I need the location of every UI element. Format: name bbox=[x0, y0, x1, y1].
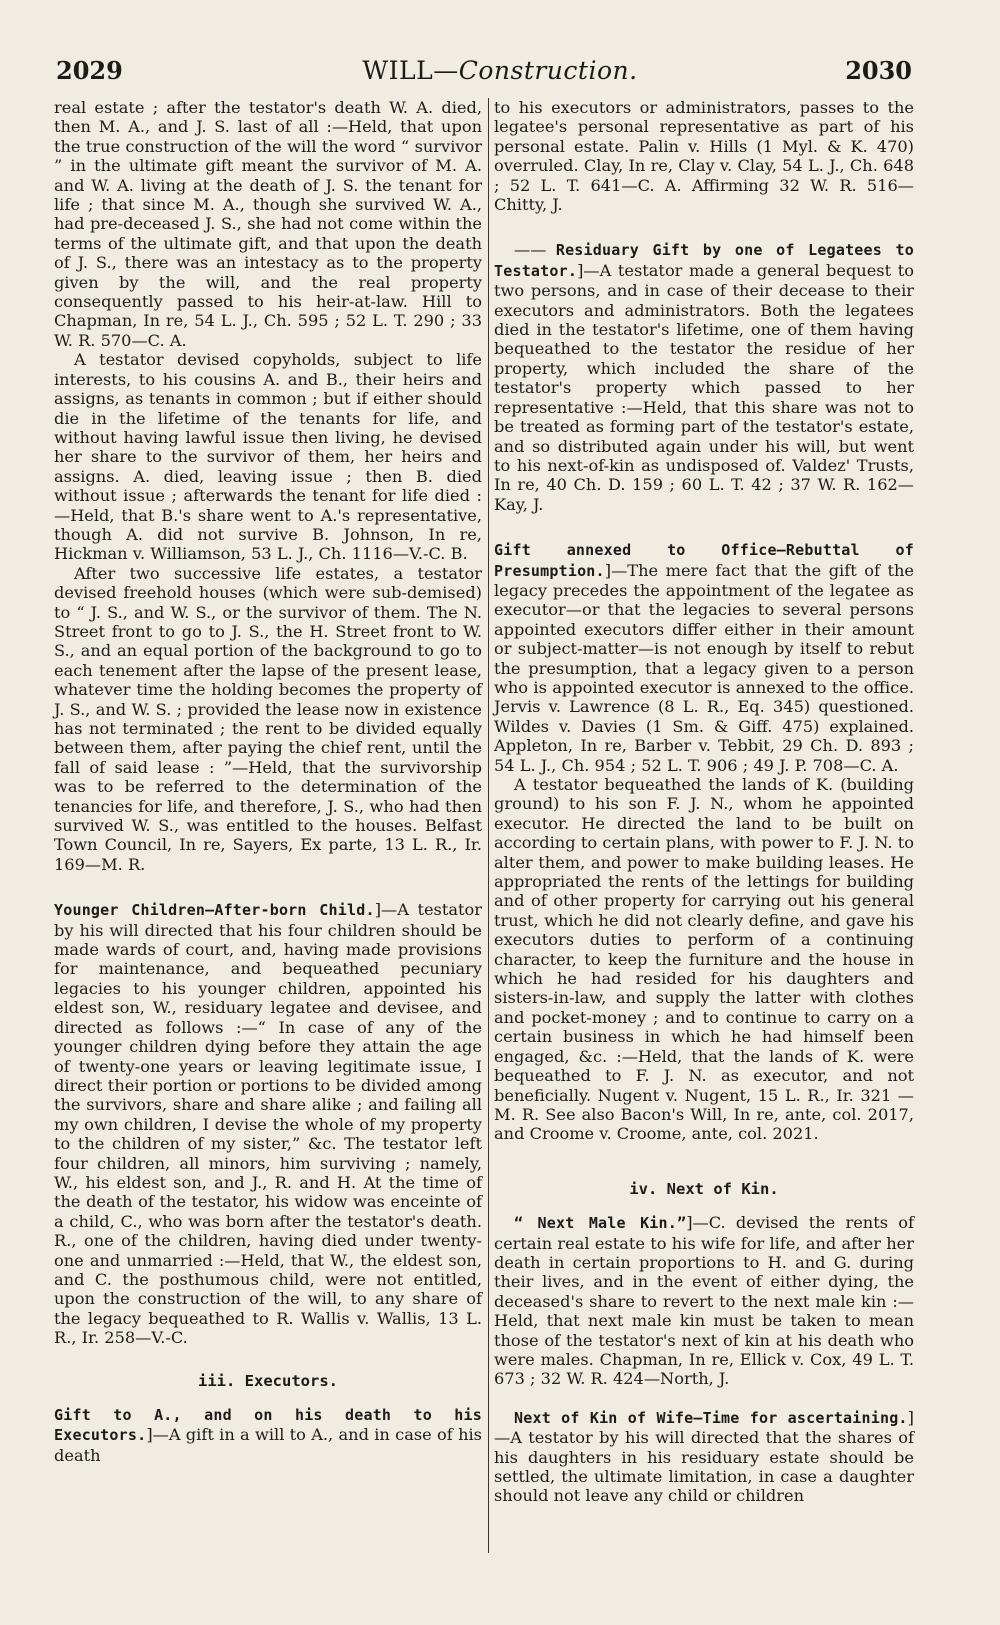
right-column-number: 2030 bbox=[845, 56, 912, 85]
entry-gift-annexed-to-office bbox=[494, 540, 914, 775]
paragraph: A testator devised copyholds, subject to life interests, to his cousins A. and B., their heirs and assigns, as tenants in common ; but if either should die in the lifetime of the tenants for life, and without having lawful issue then living, he devised her share to the survivor of them, her heirs and assigns. A. died, leaving issue ; then B. died without issue ; afterwards the tenant for life died :—Held, that B.'s share went to A.'s representative, though A. did not survive B. Johnson, In re, Hickman v. Williamson, 53 L. J., Ch. 1116—V.-C. B. bbox=[54, 350, 482, 564]
paragraph: real estate ; after the testator's death W. A. died, then M. A., and J. S. last of all :—Held, that upon the true construction of the will the word “ survivor ” in the ultimate gift meant the survivor of M. A. and W. A. living at the death of J. S. the tenant for life ; that since M. A., though she survived W. A., had pre-deceased J. S., she had not come within the terms of the ultimate gift, and that upon the death of J. S., there was an intestacy as to the property given by the will, and the real property consequently passed to his heir-at-law. Hill to Chapman, In re, 54 L. J., Ch. 595 ; 52 L. T. 290 ; 33 W. R. 570—C. A. bbox=[54, 98, 482, 350]
paragraph: After two successive life estates, a testator devised freehold houses (which were sub-demised) to “ J. S., and W. S., or the survivor of them. The N. Street front to go to J. S., the H. Street front to W. S., and an equal portion of the background to go to each tenement after the lapse of the present lease, whatever time the holding becomes the property of J. S., and W. S. ; provided the lease now in existence has not terminated ; the rent to be divided equally between them, after paying the chief rent, until the fall of said lease : ”—Held, that the survivorship was to be referred to the determination of the tenancies for life, and therefore, J. S., who had then survived W. S., was entitled to the houses. Belfast Town Council, In re, Sayers, Ex parte, 13 L. R., Ir. 169—M. R. bbox=[54, 563, 482, 874]
entry-residuary-gift bbox=[494, 240, 914, 514]
entry-text: ]—A gift in a will to A., and in case of his death bbox=[54, 1425, 482, 1465]
entry-heading: Gift to A., and on his death to his Executors. bbox=[54, 1406, 482, 1445]
column-divider bbox=[488, 98, 489, 1553]
entry-dash: —— bbox=[514, 240, 547, 260]
section-heading: iv. Next of Kin. bbox=[629, 1179, 779, 1198]
running-header bbox=[0, 56, 1000, 92]
entry-heading: Residuary Gift by one of Legatees to Testator. bbox=[494, 241, 914, 280]
entry-younger-children bbox=[54, 900, 482, 1347]
left-column bbox=[54, 98, 482, 1465]
entry-next-of-kin-of-wife bbox=[494, 1408, 914, 1506]
entry-heading: “ Next Male Kin.” bbox=[514, 1214, 687, 1233]
entry-text: ]—A testator by his will directed that his four children should be made wards of court, and, having made provisions for maintenance, and bequeathed pecuniary legacies to his younger children, appointed his eldest son, W., residuary legatee and devisee, and directed as follows :—“ In case of any of the younger children dying before they attain the age of twenty-one years or leaving legitimate issue, I direct their portion or portions to be divided among the survivors, share and share alike ; and failing all my own children, I devise the whole of my property to the children of my sister,” &c. The testator left four children, all minors, him surviving ; namely, W., his eldest son, and J., R. and H. At the time of the death of the testator, his widow was enceinte of a child, C., who was born after the testator's death. R., one of the children, having died under twenty-one and unmarried :—Held, that W., the eldest son, and C. the posthumous child, were not entitled, upon the construction of the will, to any share of the legacy bequeathed to R. Wallis v. Wallis, 13 L. R., Ir. 258—V.-C. bbox=[54, 900, 482, 1348]
title-subtitle: Construction. bbox=[458, 56, 638, 85]
section-heading: iii. Executors. bbox=[198, 1371, 338, 1390]
entry-text: ]—A testator made a general bequest to two persons, and in case of their decease to their executors and administrators. Both the legatees died in the testator's lifetime, one of them having bequeathed to the testator the residue of her property, which included the share of the testator's property which passed to her representative :—Held, that this share was not to be treated as forming part of the testator's estate, and so distributed again under his will, but went to his next-of-kin as undisposed of. Valdez' Trusts, In re, 40 Ch. D. 159 ; 60 L. T. 42 ; 37 W. R. 162—Kay, J. bbox=[494, 260, 914, 514]
paragraph: A testator bequeathed the lands of K. (building ground) to his son F. J. N., whom he appointed executor. He directed the land to be built on according to certain plans, with power to F. J. N. to alter them, and power to make building leases. He appropriated the rents of the lettings for building and of other property for carrying out his general trust, which he did not clearly define, and gave his executors duties to perform of a continuing character, to keep the furniture and the house in which he had resided for his daughters and sisters-in-law, and supply the latter with clothes and pocket-money ; and to continue to carry on a certain business in which he had himself been engaged, &c. :—Held, that the lands of K. were bequeathed to F. J. N. as executor, and not beneficially. Nugent v. Nugent, 15 L. R., Ir. 321 — M. R. See also Bacon's Will, In re, ante, col. 2017, and Croome v. Croome, ante, col. 2021. bbox=[494, 775, 914, 1144]
entry-gift-to-executors bbox=[54, 1405, 482, 1465]
entry-next-male-kin bbox=[494, 1213, 914, 1389]
left-column-number: 2029 bbox=[56, 56, 123, 85]
entry-text: ]—C. devised the rents of certain real estate to his wife for life, and after her death in certain proportions to H. and G. during their lives, and in the event of either dying, the deceased's share to revert to the next male kin :—Held, that next male kin must be taken to mean those of the testator's next of kin at his death who were males. Chapman, In re, Ellick v. Cox, 49 L. T. 673 ; 32 W. R. 424—North, J. bbox=[494, 1213, 914, 1389]
title-main: WILL— bbox=[362, 56, 459, 85]
entry-text: ]—The mere fact that the gift of the legacy precedes the appointment of the legatee as executor—or that the legacies to several persons appointed executors differ either in their amount or subject-matter—is not enough by itself to rebut the presumption, that a legacy given to a person who is appointed executor is annexed to the office. Jervis v. Lawrence (8 L. R., Eq. 345) questioned. Wildes v. Davies (1 Sm. & Giff. 475) explained. Appleton, In re, Barber v. Tebbit, 29 Ch. D. 893 ; 54 L. J., Ch. 954 ; 52 L. T. 906 ; 49 J. P. 708—C. A. bbox=[494, 560, 914, 775]
entry-heading: Next of Kin of Wife—Time for ascertaining. bbox=[514, 1408, 908, 1427]
entry-heading: Younger Children—After-born Child. bbox=[54, 901, 375, 920]
entry-text: ]—A testator by his will directed that the shares of his daughters in his residuary estate should be settled, the ultimate limitation, in case a daughter should not leave any child or children bbox=[494, 1407, 914, 1506]
paragraph: to his executors or administrators, passes to the legatee's personal representative as part of his personal estate. Palin v. Hills (1 Myl. & K. 470) overruled. Clay, In re, Clay v. Clay, 54 L. J., Ch. 648 ; 52 L. T. 641—C. A. Affirming 32 W. R. 516—Chitty, J. bbox=[494, 98, 914, 215]
right-column bbox=[494, 98, 914, 1506]
entry-heading: Gift annexed to Office—Rebuttal of Presumption. bbox=[494, 541, 914, 580]
